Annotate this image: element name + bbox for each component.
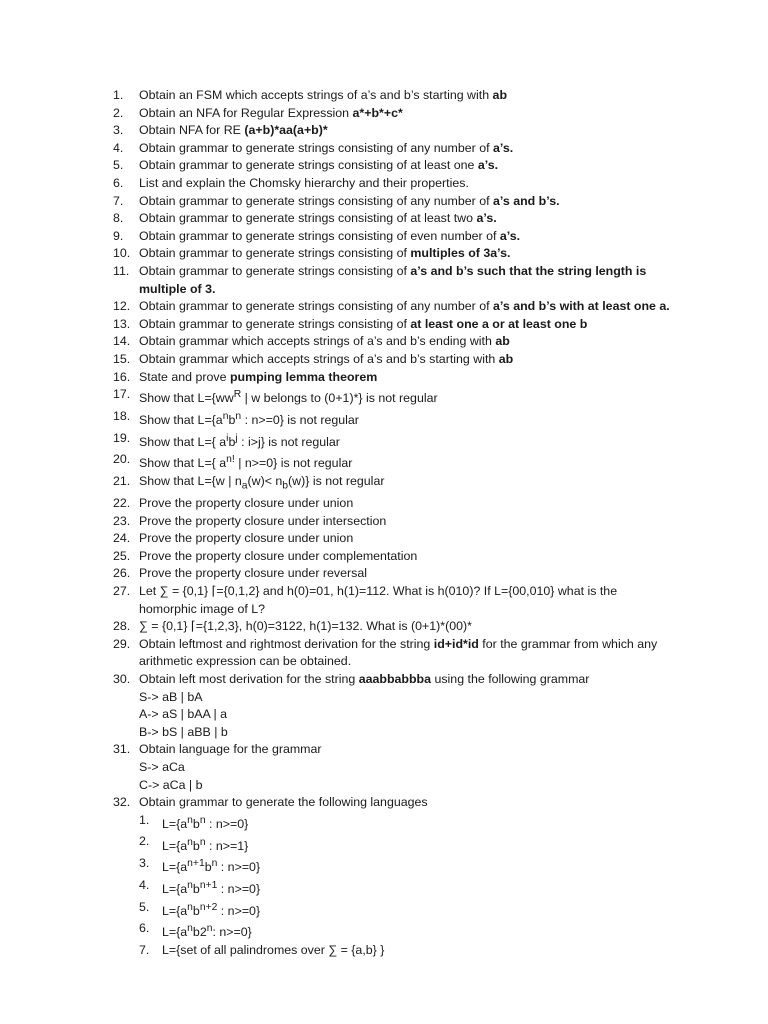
question-bold-text: a’s. (477, 158, 499, 173)
question-item (113, 140, 678, 158)
question-body (139, 672, 589, 686)
question-text: Obtain grammar to generate strings consisting of any number of (139, 193, 493, 208)
question-item (113, 228, 678, 246)
question-text: : n>=1} (205, 838, 249, 853)
question-item (113, 671, 678, 741)
language-item (139, 920, 678, 942)
question-body (139, 473, 385, 492)
language-body (162, 901, 261, 918)
question-text: : n>=0} (205, 816, 249, 831)
question-text: | n>=0} is not regular (234, 456, 353, 471)
superscript: j (235, 432, 238, 444)
question-body (139, 795, 428, 809)
question-number: 26. (113, 566, 131, 581)
question-item (113, 565, 678, 583)
question-text: | w belongs to (0+1)*} is not regular (241, 391, 438, 406)
question-text: Obtain an FSM which accepts strings of a’s and b’s starting with (139, 88, 493, 102)
question-number: 3. (113, 123, 124, 138)
question-text: L={a (162, 860, 188, 875)
question-item (113, 794, 678, 960)
language-body (162, 860, 260, 874)
question-body (139, 391, 438, 405)
language-body (162, 879, 261, 896)
question-bold-text: pumping lemma theorem (229, 369, 378, 384)
question-number: 8. (113, 211, 124, 226)
question-number: 14. (113, 334, 131, 349)
grammar-rule: C-> aCa | b (139, 777, 203, 792)
question-bold-text: at least one a or at least one b (410, 316, 588, 331)
question-body (139, 432, 340, 449)
question-text: b (192, 882, 200, 896)
superscript: n! (226, 454, 235, 466)
language-body (162, 814, 249, 831)
question-text: b (192, 903, 200, 918)
question-text: Prove the property closure under intersection (139, 513, 387, 528)
question-item (113, 175, 678, 193)
question-item (113, 193, 678, 211)
language-number: 5. (139, 899, 150, 914)
subscript: b (282, 480, 289, 492)
question-text: : n>=0} (212, 925, 252, 940)
question-text: : i>j} is not regular (237, 434, 340, 449)
question-item (113, 298, 678, 316)
language-item (139, 855, 678, 877)
question-body (139, 410, 359, 427)
question-body (139, 637, 657, 669)
superscript: n (187, 814, 193, 826)
question-number: 25. (113, 548, 131, 563)
question-item (113, 513, 678, 531)
question-number: 5. (113, 158, 124, 173)
grammar-rule: S-> aCa (139, 759, 185, 774)
superscript: n+1 (199, 879, 218, 891)
question-text: Obtain grammar to generate strings consisting of (139, 316, 411, 331)
grammar-rule: A-> aS | bAA | a (139, 707, 228, 722)
question-text: using the following grammar (431, 671, 590, 686)
subscript: a (241, 480, 248, 492)
question-item (113, 316, 678, 334)
question-number: 1. (113, 88, 124, 102)
question-item (113, 530, 678, 548)
question-list (113, 87, 678, 960)
superscript: R (233, 389, 242, 401)
question-item (113, 583, 678, 618)
question-bold-text: multiples of 3a’s. (410, 246, 511, 261)
question-text: Obtain grammar to generate strings consisting of at least one (139, 158, 478, 173)
superscript: n (235, 410, 242, 422)
question-text: L={a (162, 903, 188, 918)
question-text: Prove the property closure under reversal (139, 566, 367, 581)
superscript: n (187, 836, 193, 848)
superscript: n+2 (199, 901, 218, 913)
question-bold-text: a*+b*+c* (352, 105, 403, 120)
question-item (113, 263, 678, 298)
question-text: Obtain grammar to generate strings consisting of even number of (139, 228, 500, 243)
question-number: 9. (113, 228, 124, 243)
question-number: 23. (113, 513, 131, 528)
question-number: 18. (113, 408, 131, 423)
question-item (113, 495, 678, 513)
question-bold-text: a’s and b’s with at least one a. (493, 299, 670, 314)
language-item (139, 812, 678, 834)
question-number: 13. (113, 316, 131, 331)
question-body (139, 456, 352, 470)
question-text: b (228, 412, 236, 427)
question-item (113, 333, 678, 351)
language-item (139, 877, 678, 899)
question-text: b (228, 434, 236, 449)
question-body (139, 370, 377, 384)
question-text: L={a (162, 816, 188, 831)
question-number: 30. (113, 671, 131, 686)
question-bold-text: ab (492, 88, 508, 102)
question-text: L={a (162, 838, 188, 853)
question-text: (w)< n (247, 473, 283, 488)
question-text: L={a (162, 882, 188, 896)
question-bold-text: (a+b)*aa(a+b)* (244, 123, 328, 138)
question-text: : n>=0} (217, 860, 261, 875)
question-body (139, 141, 513, 155)
question-number: 31. (113, 742, 131, 757)
question-bold-text: a’s. (476, 211, 497, 226)
question-body (139, 211, 497, 225)
question-item (113, 548, 678, 566)
superscript: n (187, 879, 193, 891)
language-number: 4. (139, 877, 150, 892)
question-text: Obtain grammar to generate strings consisting of at least two (139, 211, 477, 226)
question-text: for the grammar from which any arithmetic expression can be obtained. (139, 636, 658, 669)
question-text: List and explain the Chomsky hierarchy and their properties. (139, 175, 469, 190)
question-text: ∑ = {0,1} ⌈={1,2,3}, h(0)=3122, h(1)=132. What is (0+1)*(00)* (139, 619, 472, 634)
question-text: b2 (192, 925, 207, 940)
language-item (139, 833, 678, 855)
superscript: n (211, 858, 218, 870)
question-body (139, 317, 587, 331)
question-text: Obtain grammar to generate strings consisting of (139, 246, 411, 261)
question-text: b (204, 860, 212, 875)
question-item (113, 351, 678, 369)
language-number: 3. (139, 856, 150, 871)
question-text: Show that L={ a (139, 456, 227, 471)
question-number: 16. (113, 369, 131, 384)
question-text: Prove the property closure under union (139, 496, 354, 511)
question-number: 10. (113, 246, 131, 261)
question-number: 6. (113, 175, 124, 190)
question-body (139, 584, 617, 616)
question-body (139, 514, 386, 528)
question-text: Let ∑ = {0,1} ⌈={0,1,2} and h(0)=01, h(1)=112. What is h(010)? If L={00,010} what is the homorphic image of L? (139, 584, 618, 616)
question-bold-text: ab (498, 351, 514, 366)
question-body (139, 549, 417, 563)
language-number: 7. (139, 943, 150, 958)
question-item (113, 157, 678, 175)
question-text: Prove the property closure under union (139, 531, 354, 546)
question-text: Obtain grammar which accepts strings of a’s and b’s starting with (139, 351, 499, 366)
question-number: 28. (113, 619, 131, 634)
grammar-rule: B-> bS | aBB | b (139, 724, 228, 739)
superscript: n (187, 901, 193, 913)
superscript: n (206, 923, 213, 935)
question-text: Obtain grammar to generate strings consisting of any number of (139, 299, 493, 314)
question-text: Obtain grammar to generate strings consisting of (139, 263, 411, 278)
question-number: 12. (113, 299, 131, 314)
question-text: Prove the property closure under complementation (139, 548, 418, 563)
question-text: b (192, 838, 200, 853)
question-text: Obtain an NFA for Regular Expression (139, 105, 353, 120)
question-text: Show that L={ a (139, 434, 227, 449)
question-body (139, 566, 367, 580)
question-item (113, 105, 678, 123)
question-body (139, 619, 472, 633)
language-body (162, 925, 252, 939)
language-number: 6. (139, 921, 150, 936)
question-item (113, 741, 678, 794)
question-bold-text: a’s and b’s such that the string length is multiple of 3. (139, 263, 647, 296)
question-number: 32. (113, 795, 131, 810)
question-item (113, 210, 678, 228)
question-text: : n>=0} (217, 903, 261, 918)
superscript: i (226, 432, 229, 444)
question-body (139, 299, 670, 313)
grammar-rule: S-> aB | bA (139, 689, 203, 704)
question-number: 4. (113, 140, 124, 155)
question-body (139, 229, 520, 243)
language-item (139, 942, 678, 960)
question-number: 15. (113, 351, 131, 366)
question-text: Show that L={ww (139, 391, 234, 406)
question-text: L={a (162, 925, 188, 940)
question-number: 19. (113, 430, 131, 445)
question-body (139, 176, 469, 190)
question-bold-text: a’s and b’s. (493, 193, 560, 208)
question-text: : n>=0} is not regular (241, 412, 359, 427)
question-number: 24. (113, 531, 131, 546)
question-body (139, 106, 403, 120)
question-item (113, 430, 678, 452)
question-item (113, 122, 678, 140)
superscript: n+1 (187, 858, 205, 870)
question-number: 11. (113, 263, 130, 278)
question-text: Obtain grammar which accepts strings of a’s and b’s ending with (139, 334, 496, 349)
question-item (113, 386, 678, 408)
question-item (113, 636, 678, 671)
question-number: 2. (113, 105, 124, 120)
language-body (162, 943, 384, 957)
question-text: : n>=0} (217, 882, 261, 896)
question-text: Obtain grammar to generate the following languages (139, 795, 428, 810)
superscript: n (199, 814, 206, 826)
question-body (139, 194, 560, 208)
question-body (139, 742, 322, 756)
question-bold-text: aaabbabbba (358, 671, 432, 686)
question-body (139, 264, 646, 296)
question-item (113, 87, 678, 105)
question-number: 17. (113, 387, 131, 402)
question-text: Obtain language for the grammar (139, 742, 322, 757)
question-bold-text: a’s. (493, 140, 514, 155)
question-text: Obtain leftmost and rightmost derivation for the string (139, 636, 434, 651)
superscript: n (187, 923, 193, 935)
question-body (139, 352, 513, 366)
question-bold-text: id+id*id (433, 636, 479, 651)
superscript: n (199, 836, 206, 848)
question-text: b (192, 816, 200, 831)
question-bold-text: a’s. (499, 228, 521, 243)
language-body (162, 836, 249, 853)
question-item (113, 369, 678, 387)
question-text: Obtain left most derivation for the string (139, 671, 359, 686)
question-item (113, 408, 678, 430)
question-body (139, 334, 510, 348)
language-number: 1. (139, 812, 150, 827)
language-sublist (139, 812, 678, 960)
question-body (139, 496, 353, 510)
question-bold-text: ab (495, 334, 510, 349)
question-body (139, 531, 353, 545)
language-number: 2. (139, 834, 150, 849)
question-number: 22. (113, 496, 131, 511)
question-text: State and prove (139, 369, 230, 384)
question-text: Obtain grammar to generate strings consisting of any number of (139, 140, 493, 155)
question-number: 29. (113, 636, 131, 651)
question-item (113, 245, 678, 263)
question-text: (w)} is not regular (288, 473, 385, 488)
question-number: 20. (113, 452, 131, 467)
question-text: Show that L={w | n (139, 473, 242, 488)
question-body (139, 88, 507, 102)
question-body (139, 158, 498, 172)
question-text: L={set of all palindromes over ∑ = {a,b} } (162, 943, 385, 958)
question-text: Obtain NFA for RE (139, 123, 245, 138)
question-item (113, 473, 678, 495)
question-item (113, 451, 678, 473)
question-body (139, 123, 328, 137)
question-text: Show that L={a (139, 412, 223, 427)
language-item (139, 899, 678, 921)
question-number: 7. (113, 193, 124, 208)
question-body (139, 246, 510, 260)
superscript: n (222, 410, 229, 422)
question-number: 27. (113, 584, 131, 598)
question-number: 21. (113, 473, 131, 488)
question-item (113, 618, 678, 636)
